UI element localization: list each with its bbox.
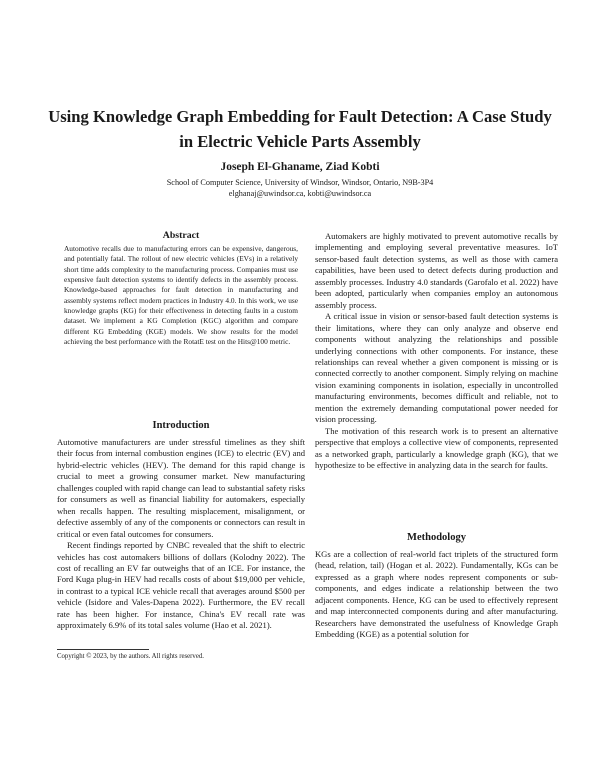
paper-title-line-2: in Electric Vehicle Parts Assembly (179, 132, 421, 151)
footnote-rule (57, 649, 149, 650)
introduction-paragraph-2: Recent findings reported by CNBC revealed that the shift to electric vehicles has cost automakers billions of dollars (Kolodny 2022). The cost of recalling an EV far outweighs that of an ICE. For instance, the Ford Kuga plug-in HEV had recalls costs of about $19,000 per vehicle, in contrast to a typical ICE vehicle recall that averages around $500 per vehicle (Isidore and Vales-Dapena 2022). Furthermore, the EV recall rate has been higher. For instance, China's EV recall rate was approximately 6.9% of its total sales volume (Hao et al. 2021). (57, 540, 305, 631)
right-paragraph-3: The motivation of this research work is to present an alternative perspective that employs a collective view of components, represented as a networked graph, particularly a knowledge graph (KG), that we hypothesize to be effective in analyzing data in the search for faults. (315, 425, 558, 471)
paper-title-line-1: Using Knowledge Graph Embedding for Fault Detection: A Case Study (48, 107, 552, 126)
abstract-heading: Abstract (162, 230, 200, 241)
methodology-heading: Methodology (407, 532, 466, 543)
right-paragraph-1: Automakers are highly motivated to prevent automotive recalls by implementing and employing several preventative measures. IoT sensor-based fault detection systems, as well as those with camera capabilities, have been used to detect defects during production and assembly processes. Industry 4.0 standards (Garofalo et al. 2022) have been adopted, particularly when companies employ an autonomous assembly process. (315, 231, 558, 310)
right-column-body (315, 231, 558, 472)
author-affiliation-block (40, 178, 560, 199)
paper-title (40, 104, 560, 154)
methodology-paragraph-1: KGs are a collection of real-world fact triplets of the structured form (head, relation, tail) (Hogan et al. 2022). Fundamentally, KGs can be expressed as a graph where nodes represent components or sub-components, and edges indicate a relationship between the two adjacent components. Hence, KG can be used to effectively represent and map interconnected components during and after manufacturing. Researchers have demonstrated the usefulness of Knowledge Graph Embedding (KGE) as a potential solution for (315, 549, 558, 640)
introduction-paragraph-1: Automotive manufacturers are under stressful timelines as they shift their focus from internal combustion engines (ICE) to electric (EV) and hybrid-electric vehicles (HEV). The demand for this rapid change is crucial to meet a growing consumer market. New manufacturing challenges coupled with rapid change can lead to substantial safety risks for consumers as well as financial liability for automakers, especially when recalls happen. The resulting misplacement, misalignment, or defective assembly of any of the components or connectors can result in critical or even fatal outcomes for consumers. (57, 437, 305, 539)
right-paragraph-2: A critical issue in vision or sensor-based fault detection systems is their limitations, where they can only analyze and observe end components without analyzing the relationships and possible underlying connections with other components. For instance, these relationships can reveal whether a given component is missing or is connected correctly to another component. Simply relying on machine vision examining components in isolation, especially in uncontrolled manufacturing environments, becomes difficult and reliable, not to mention the extremely demanding computational power needed for vision processing. (315, 311, 558, 425)
abstract-text: Automotive recalls due to manufacturing errors can be expensive, dangerous, and potentially fatal. The rollout of new electric vehicles (EVs) in a relatively short time adds complexity to the manufacturing process. Companies must use expensive fault detection systems to identify defects in the assembly process. Knowledge-based approaches for fault detection in manufacturing and assembly systems reflect modern practices in Industry 4.0. In this work, we use knowledge graphs (KG) for their effectiveness in detecting faults in a custom dataset. We implement a KG Completion (KGC) algorithm and compare different KG Embedding (KGE) models. We show results for the model achieving the best performance with the RotatE test on the Hits@100 metric. (64, 244, 298, 347)
author-affiliation: School of Computer Science, University of Windsor, Windsor, Ontario, N9B-3P4 (166, 178, 434, 187)
author-emails: elghanaj@uwindsor.ca, kobti@uwindsor.ca (228, 188, 372, 198)
copyright-notice: Copyright © 2023, by the authors. All rights reserved. (57, 653, 204, 660)
paper-authors: Joseph El-Ghaname, Ziad Kobti (220, 161, 380, 173)
introduction-heading: Introduction (152, 420, 210, 431)
introduction-body (57, 437, 305, 632)
methodology-body (315, 549, 558, 641)
